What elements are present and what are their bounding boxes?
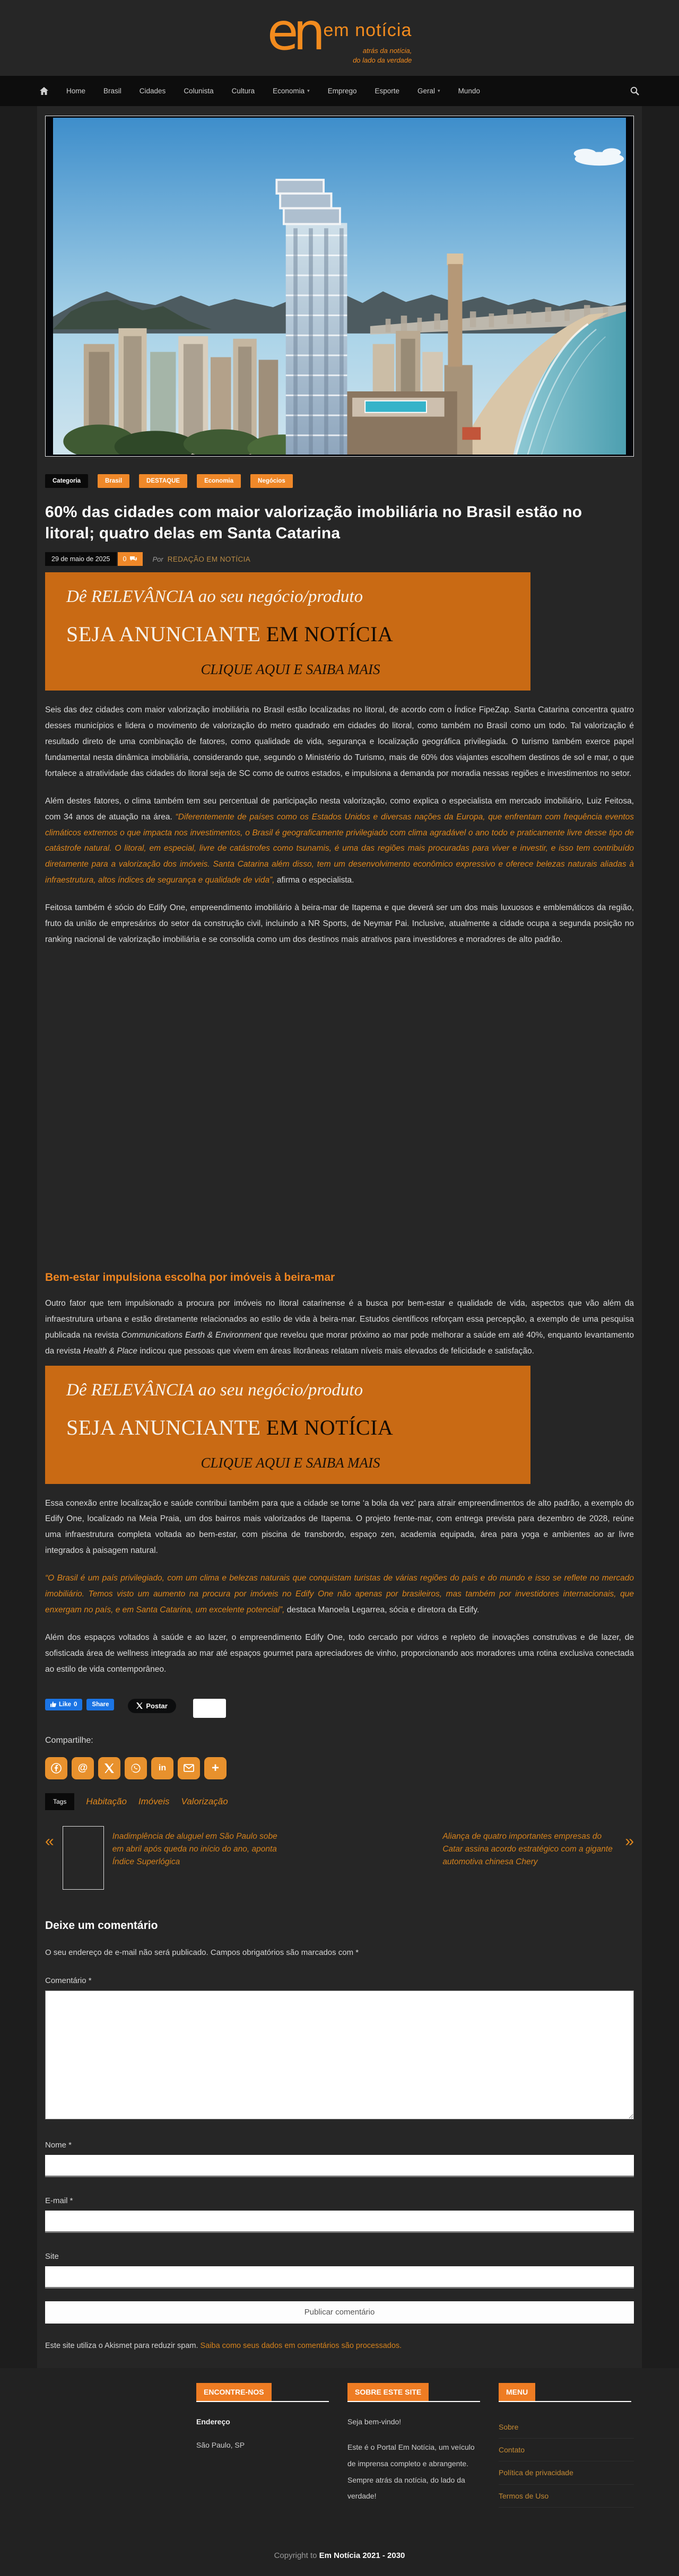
like-count: 0: [74, 1701, 77, 1708]
tag-valorizacao[interactable]: Valorização: [181, 1796, 228, 1806]
section-heading: Bem-estar impulsiona escolha por imóveis à beira-mar: [45, 1271, 335, 1283]
whatsapp-icon[interactable]: [125, 1757, 147, 1779]
nav-item-emprego[interactable]: Emprego: [327, 87, 357, 95]
empty-embed-area: [45, 948, 634, 1266]
tags-label: Tags: [45, 1793, 74, 1810]
previous-post[interactable]: [45, 1826, 288, 1890]
site-footer: [0, 2368, 679, 2576]
email-icon[interactable]: [178, 1757, 200, 1779]
email-label: E-mail *: [45, 2196, 73, 2205]
ad-line-2: SEJA ANUNCIANTE EM NOTÍCIA: [66, 1415, 394, 1439]
more-share-icon[interactable]: +: [204, 1757, 227, 1779]
category-destaque[interactable]: DESTAQUE: [139, 474, 187, 488]
threads-icon[interactable]: @: [72, 1757, 94, 1779]
footer-spacer-column: [37, 2383, 188, 2508]
footer-about-title: SOBRE ESTE SITE: [347, 2383, 429, 2401]
category-brasil[interactable]: Brasil: [98, 474, 129, 488]
divider: [196, 2401, 329, 2402]
footer-link-contato[interactable]: Contato: [499, 2439, 634, 2461]
paragraph-2: Além destes fatores, o clima também tem seu percentual de participação nesta valorização, como explica o especialista em mercado imobiliário, Luiz Feitosa, com 34 anos de atuação na área. “Diferentemente de países como os Estados Unidos e diversas nações da Europa, que enfrentam com frequência eventos climáticos extremos o que impacta nos investimentos, o Brasil é geograficamente privilegiado com clima agradável o ano todo e praticamente livre desse tipo de catástrofe natural. O litoral, em especial, livre de catástrofes como tsunamis, é uma das regiões mais procuradas para viver e investir, e isso tem contribuído diretamente para a valorização dos imóveis. Santa Catarina além disso, tem um desenvolvimento econômico expressivo e oferece belezas naturais aliadas à infraestrutura, altos índices de segurança e qualidade de vida”, afirma o especialista.: [45, 796, 634, 885]
paragraph-3: Feitosa também é sócio do Edify One, empreendimento imobiliário à beira-mar de Itapema e que deverá ser um dos mais luxuosos e emblemáticos da região, fruto da união de empresários do setor da construção civil, incluindo a NR Sports, de Neymar Pai. Inclusive, atualmente a cidade ocupa a segunda posição no ranking nacional de valorização imobiliária e se consolida como um dos destinos mais atrativos para investidores e moradores de alto padrão.: [45, 903, 634, 944]
comment-form-heading: Deixe um comentário: [45, 1919, 158, 1932]
comment-textarea[interactable]: [45, 1990, 634, 2119]
main-content: [37, 106, 642, 2368]
footer-menu: [491, 2383, 642, 2508]
ad-cta[interactable]: CLIQUE AQUI E SAIBA MAIS: [201, 1454, 380, 1471]
email-field[interactable]: [45, 2211, 634, 2233]
nav-item-colunista[interactable]: Colunista: [184, 87, 214, 95]
article-body: [45, 702, 634, 1677]
footer-menu-title: MENU: [499, 2383, 535, 2401]
nav-item-geral[interactable]: Geral ▾: [417, 87, 440, 95]
ad-line-2: SEJA ANUNCIANTE EM NOTÍCIA: [66, 622, 394, 647]
ad-cta[interactable]: CLIQUE AQUI E SAIBA MAIS: [201, 661, 380, 678]
footer-link-termos[interactable]: Termos de Uso: [499, 2485, 634, 2508]
comments-count-badge[interactable]: 0: [118, 552, 143, 566]
chevron-down-icon: ▾: [307, 88, 310, 93]
ad-line-1: Dê RELEVÂNCIA ao seu negócio/produto: [66, 587, 363, 607]
share-icons-row: [45, 1757, 634, 1779]
nav-item-mundo[interactable]: Mundo: [458, 87, 480, 95]
name-label: Nome *: [45, 2140, 72, 2150]
ad-line-1: Dê RELEVÂNCIA ao seu negócio/produto: [66, 1380, 363, 1400]
paragraph-7: Além dos espaços voltados à saúde e ao lazer, o empreendimento Edify One, todo cercado por vidros e repleto de inovações construtivas e de lazer, de sofisticada área de wellness integrada ao mar até espaços gourmet para apreciadores de vinho, proporcionando aos moradores uma rotina exclusiva conectada ao estilo de vida contemporâneo.: [45, 1632, 634, 1674]
logo-monogram-icon: en: [267, 2, 320, 62]
divider: [499, 2401, 631, 2402]
footer-about: [340, 2383, 491, 2508]
nav-item-home[interactable]: Home: [66, 87, 86, 95]
footer-about-text: Este é o Portal Em Notícia, um veículo de imprensa completo e abrangente. Sempre atrás da notícia, do lado da verdade!: [347, 2442, 475, 2501]
akismet-note: Este site utiliza o Akismet para reduzir spam. Saiba como seus dados em comentários são processados.: [45, 2341, 402, 2350]
next-post-title[interactable]: Aliança de quatro importantes empresas do Catar assina acordo estratégico com a gigante automotiva chinesa Chery: [442, 1831, 613, 1866]
journal-name: Communications Earth & Environment: [121, 1330, 262, 1340]
linkedin-icon[interactable]: in: [151, 1757, 173, 1779]
share-heading: Compartilhe:: [45, 1735, 93, 1745]
paragraph-6: “O Brasil é um país privilegiado, com um clima e belezas naturais que conquistam turistas de várias regiões do país e do mundo e isso se reflete no mercado imobiliário. Temos visto um aumento na procura por imóveis no Edify One não apenas por brasileiros, mas também por investidores internacionais, que enxergam no país, e em Santa Catarina, um excelente potencial”, destaca Manoela Legarrea, sócia e diretora da Edify.: [45, 1574, 634, 1614]
nav-item-economia[interactable]: Economia ▾: [273, 87, 310, 95]
chevron-down-icon: ▾: [438, 88, 440, 93]
address-value: São Paulo, SP: [196, 2440, 245, 2449]
post-date: 29 de maio de 2025: [45, 552, 117, 566]
nav-item-cidades[interactable]: Cidades: [139, 87, 166, 95]
previous-post-thumbnail[interactable]: [63, 1826, 104, 1890]
page-title: 60% das cidades com maior valorização imobiliária no Brasil estão no litoral; quatro delas em Santa Catarina: [45, 503, 582, 542]
facebook-like-button[interactable]: Like 0: [45, 1699, 82, 1710]
post-meta: [45, 552, 634, 566]
hero-image: [45, 116, 634, 457]
nav-item-esporte[interactable]: Esporte: [375, 87, 400, 95]
ad-banner[interactable]: [45, 1366, 530, 1484]
category-negocios[interactable]: Negócios: [250, 474, 293, 488]
byline-author[interactable]: REDAÇÃO EM NOTÍCIA: [167, 555, 251, 563]
search-icon[interactable]: [630, 86, 639, 95]
site-label: Site: [45, 2251, 59, 2261]
footer-link-sobre[interactable]: Sobre: [499, 2416, 634, 2439]
facebook-icon[interactable]: [45, 1757, 67, 1779]
previous-post-title[interactable]: Inadimplência de aluguel em São Paulo sobe em abril após queda no início do ano, aponta Índice Superlógica: [112, 1831, 277, 1866]
paragraph-4: Outro fator que tem impulsionado a procura por imóveis no litoral catarinense é a busca por bem-estar e qualidade de vida, aspectos que vão além da infraestrutura urbana e estão diretamente relacionados ao estilo de vida à beira-mar. Estudos científicos reforçam essa percepção, a exemplo de uma pesquisa publicada na revista Communications Earth & Environment que revelou que morar próximo ao mar pode melhorar a saúde em até 40%, enquanto levantamento da revista Health & Place indicou que pessoas que vivem em áreas litorâneas relatam níveis mais elevados de felicidade e satisfação.: [45, 1298, 634, 1356]
copyright-site-name: Em Notícia 2021 - 2030: [319, 2551, 405, 2561]
tag-habitacao[interactable]: Habitação: [86, 1796, 127, 1806]
ad-banner[interactable]: [45, 572, 530, 691]
director-quote: “O Brasil é um país privilegiado, com um clima e belezas naturais que conquistam turistas de várias regiões do país e do mundo e isso se reflete no mercado imobiliário. Temos visto um aumento na procura por imóveis no Edify One não apenas por brasileiros, mas também por investidores internacionais, que enxergam no país, e em Santa Catarina, um excelente potencial”,: [45, 1574, 634, 1614]
site-logo[interactable]: [267, 2, 412, 65]
widget-placeholder: [193, 1699, 226, 1718]
byline-prefix: Por: [152, 555, 163, 563]
main-nav: [0, 76, 679, 106]
site-header: [0, 0, 679, 76]
social-widgets-row: [45, 1699, 634, 1718]
footer-welcome: Seja bem-vindo!: [347, 2417, 402, 2426]
footer-find-us: [188, 2383, 340, 2508]
site-tagline: atrás da notícia, do lado da verdade: [353, 47, 412, 64]
journal-name: Health & Place: [83, 1346, 138, 1356]
copyright-bar: Copyright to Em Notícia 2021 - 2030: [274, 2551, 405, 2561]
comment-section: [45, 1919, 634, 2368]
facebook-share-button[interactable]: Share: [86, 1699, 114, 1710]
home-icon[interactable]: [40, 87, 48, 95]
paragraph-5: Essa conexão entre localização e saúde contribui também para que a cidade se torne ‘a bola da vez’ para atrair empreendimentos de alto padrão, a exemplo do Edify One, localizado na Meia Praia, um dos bairros mais valorizados de Itapema. O projeto frente-mar, com entrega prevista para dezembro de 2028, reúne uma infraestrutura completa voltada ao bem-estar, com piscina de transbordo, espaço zen, academia equipada, área para yoga e ambientes ao ar livre integrados à paisagem natural.: [45, 1498, 634, 1556]
site-name: em notícia: [323, 20, 412, 41]
expert-quote: “Diferentemente de países como os Estados Unidos e diversas nações da Europa, que enfrentam com frequência eventos climáticos extremos o que impacta nos investimentos, o Brasil é geograficamente privilegiado com clima agradável o ano todo e praticamente livre desse tipo de catástrofe natural. O litoral, em especial, livre de catástrofes como tsunamis, é uma das regiões mais procuradas para viver e investir, e isso tem contribuído diretamente para a valorização dos imóveis. Santa Catarina além disso, tem um desenvolvimento econômico expressivo e oferece belezas naturais aliadas à infraestrutura, altos índices de segurança e qualidade de vida”,: [45, 812, 634, 885]
name-field[interactable]: [45, 2155, 634, 2177]
nav-item-brasil[interactable]: Brasil: [103, 87, 121, 95]
site-field[interactable]: [45, 2266, 634, 2289]
category-row: [45, 474, 634, 488]
address-label: Endereço: [196, 2417, 230, 2426]
category-economia[interactable]: Economia: [197, 474, 241, 488]
x-post-button[interactable]: Postar: [128, 1699, 176, 1713]
chevron-right-icon[interactable]: »: [625, 1832, 634, 1850]
chevron-left-icon[interactable]: «: [45, 1832, 54, 1850]
akismet-link[interactable]: Saiba como seus dados em comentários são processados.: [200, 2341, 402, 2350]
category-label-badge: Categoria: [45, 474, 88, 488]
x-logo-icon: [136, 1702, 143, 1709]
footer-link-privacidade[interactable]: Política de privacidade: [499, 2461, 634, 2484]
comment-form-note: O seu endereço de e-mail não será publicado. Campos obrigatórios são marcados com *: [45, 1948, 359, 1957]
tags-row: [45, 1793, 634, 1810]
coastal-city-illustration: [53, 118, 626, 455]
next-post[interactable]: [442, 1826, 634, 1868]
paragraph-1: Seis das dez cidades com maior valorização imobiliária no Brasil estão localizadas no litoral, de acordo com o Índice FipeZap. Santa Catarina concentra quatro desses municípios e lidera o movimento de valorização do metro quadrado em cidades do litoral, como também no Brasil como um todo. Tal valorização é resultado direto de uma combinação de fatores, como qualidade de vida, segurança e localização geográfica privilegiada. O turismo também exerce papel fundamental nesta dinâmica imobiliária, considerando que, segundo o Ministério do Turismo, mais de 60% dos viajantes escolhem destinos de sol e mar, o que fortalece a atratividade das cidades do litoral seja de SC como de outros estados, e impulsiona a demanda por moradia nessas regiões e investimentos no setor.: [45, 705, 634, 778]
tag-imoveis[interactable]: Imóveis: [138, 1796, 170, 1806]
comment-label: Comentário *: [45, 1976, 92, 1985]
nav-item-cultura[interactable]: Cultura: [231, 87, 255, 95]
publish-comment-button[interactable]: Publicar comentário: [45, 2301, 634, 2324]
thumb-up-icon: [50, 1701, 56, 1707]
footer-find-us-title: ENCONTRE-NOS: [196, 2383, 272, 2401]
comment-bubble-icon: [129, 556, 137, 562]
post-navigation: [45, 1826, 634, 1890]
x-icon[interactable]: [98, 1757, 120, 1779]
divider: [347, 2401, 480, 2402]
